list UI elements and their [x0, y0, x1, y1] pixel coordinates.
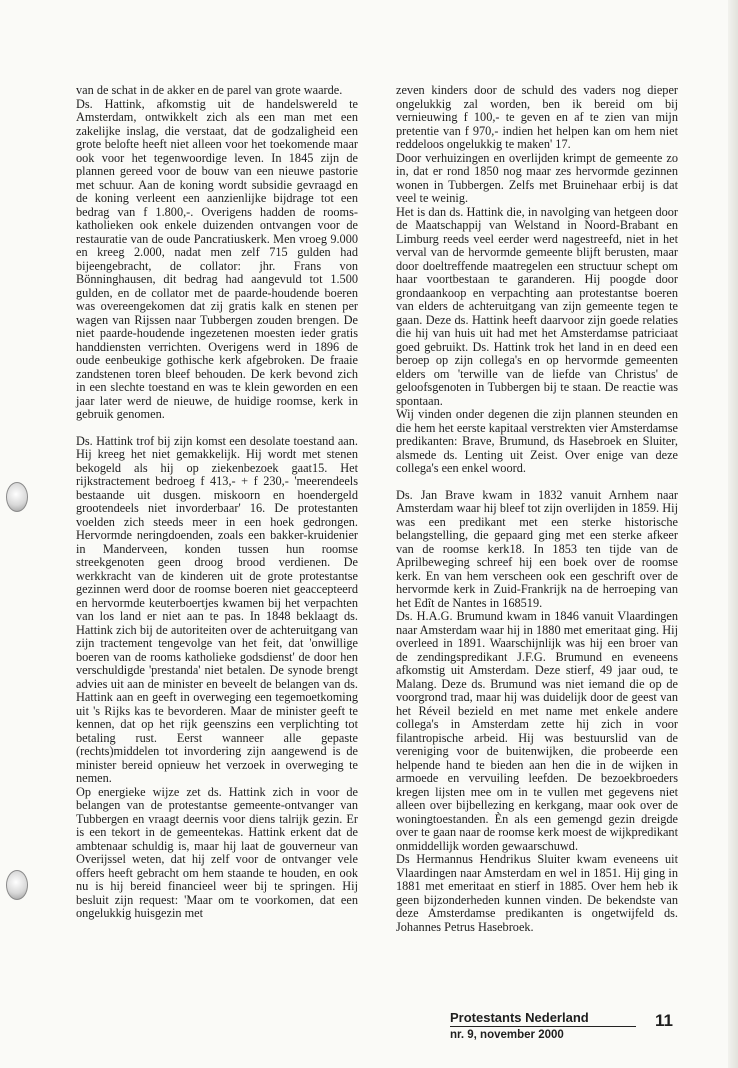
left-column [76, 84, 358, 921]
right-column [396, 84, 678, 934]
paragraph: Ds. H.A.G. Brumund kwam in 1846 vanuit Vlaardingen naar Amsterdam waar hij in 1880 met emeritaat ging. Hij overleed in 1891. Waarschijnlijk was hij een broer van de zendingspredikant J.F.G. Brumund en eveneens afkomstig uit Amsterdam. Deze stierf, 49 jaar oud, te Malang. Deze ds. Brumund was niet iemand die op de voorgrond trad, maar hij was duidelijk door de geest van het Réveil bezield en met name met enkele andere collega's in Amsterdam zette hij zich in voor filantropische arbeid. Hij was bestuurslid van de vereniging voor de buitenwijken, die probeerde een helpende hand te bieden aan hen die in de wijken in armoede en vervuiling leefden. De bezoekbroeders kregen lijsten mee om in te vullen met gegevens niet alleen over bijbellezing en kerkgang, maar ook over de woningtoestanden. Èn als een gemengd gezin dreigde over te gaan naar de roomse kerk moest de wijkpredikant onmiddellijk worden gewaarschuwd. [396, 609, 678, 853]
paragraph: Op energieke wijze zet ds. Hattink zich in voor de belangen van de protestantse gemeente-ontvanger van Tubbergen en vraagt deernis voor diens talrijk gezin. Er is een tekort in de gemeentekas. Hattink erkent dat de ambtenaar schuldig is, maar hij laat de gouverneur van Overijssel weten, dat hij zelf voor de ontvanger vele offers heeft gebracht om hem staande te houden, en ook nu is hij bereid financieel weer bij te springen. Hij besluit zijn request: 'Maar om te voorkomen, dat een ongelukkig huisgezin met [76, 784, 358, 920]
paragraph: zeven kinders door de schuld des vaders nog dieper ongelukkig zal worden, ben ik bereid om bij vernieuwing f 100,- te geven en af te zien van mijn pretentie van f 970,- indien het helpen kan om hem niet reddeloos ongelukkig te maken' 17. [396, 83, 678, 151]
paragraph: Ds. Hattink, afkomstig uit de handelswereld te Amsterdam, ontwikkelt zich als een man met een zakelijke inslag, die verstaat, dat de godzaligheid een grote belofte heeft niet alleen voor het toekomende maar ook voor het tegenwoordige leven. In 1845 zijn de plannen gereed voor de bouw van een nieuwe pastorie met schuur. Aan de koning wordt subsidie gevraagd en de koning verleent een aanzienlijke bijdrage tot een bedrag van f 1.800,-. Overigens hadden de rooms-katholieken ook enkele duizenden ontvangen voor de restauratie van de oude Pancratiuskerk. Men vroeg 9.000 en kreeg 2.000, nadat men zelf 715 gulden had bijeengebracht, de collator: jhr. Frans von Bönninghausen, dit bedrag had aangevuld tot 1.500 gulden, en de collator met de paarde-houdende boeren was overeengekomen dat zij gratis kalk en stenen per wagen van Rijssen naar Tubbergen zouden brengen. De niet paarde-houdende ingezetenen moesten ieder gratis handdiensten verrichten. Overigens werd in 1896 de oude eenbeukige gothische kerk afgebroken. De fraaie zandstenen toren bleef behouden. De kerk bevond zich in een slechte toestand en was te klein geworden en een jaar later werd de nieuwe, de huidige roomse, kerk in gebruik genomen. [76, 96, 358, 421]
paragraph: Ds Hermannus Hendrikus Sluiter kwam eveneens uit Vlaardingen naar Amsterdam en wel in 1851. Hij ging in 1881 met emeritaat en stierf in 1885. Over hem heb ik geen bijzonderheden kunnen vinden. De bekendste van deze Amsterdamse predikanten is ongetwijfeld ds. Johannes Petrus Hasebroek. [396, 852, 678, 934]
paragraph: Het is dan ds. Hattink die, in navolging van hetgeen door de Maatschappij van Welstand in Noord-Brabant en Limburg reeds veel eerder werd nagestreefd, niet in het verval van de hervormde gemeente blijft berusten, maar door doeltreffende maatregelen een structuur schept om haar voortbestaan te garanderen. Hij poogde door grondaankoop en verpachting aan protestantse boeren van elders de achteruitgang van zijn gemeente tegen te gaan. Deze ds. Hattink heeft daarvoor zijn goede relaties die hij van huis uit had met het Amsterdamse patriciaat goed gebruikt. Ds. Hattink trok het land in en deed een beroep op zijn collega's en op hervormde gemeenten elders om 'terwille van de liefde van Christus' de geloofsgenoten in Tubbergen bij te staan. De reactie was spontaan. [396, 204, 678, 408]
paragraph: Door verhuizingen en overlijden krimpt de gemeente zo in, dat er rond 1850 nog maar zes hervormde gezinnen wonen in Tubbergen. Zelfs met Bruinehaar erbij is dat veel te weinig. [396, 150, 678, 205]
paragraph: Ds. Hattink trof bij zijn komst een desolate toestand aan. Hij kreeg het niet gemakkelijk. Hij wordt met stenen bekogeld als hij op ziekenbezoek gaat15. Het rijkstractement bedroeg f 413,- + f 230,- 'meerendeels bestaande uit dusgen. miskoorn en hoendergeld grootendeels niet invorderbaar' 16. De protestanten voelden zich steeds meer in een hoek gedrongen. Hervormde neringdoenden, zoals een bakker-kruidenier in Manderveen, konden tussen hun roomse streekgenoten geen droog brood verdienen. De werkkracht van de kinderen uit de grote protestantse gezinnen werd door de roomse boeren niet geaccepteerd en hervormde keuterboertjes kwamen bij het verpachten van los land er niet aan te pas. In 1848 beklaagt ds. Hattink zich bij de autoriteiten over de achteruitgang van zijn tractement tengevolge van het feit, dat 'onwillige boeren van de rooms katholieke godsdienst' de door hen verschuldigde 'prestanda' niet betalen. De synode brengt advies uit aan de minister en beveelt de belangen van ds. Hattink aan en geeft in overweging een tegemoetkoming uit 's Rijks kas te bevorderen. Maar de minister geeft te kennen, dat op het rijk geenszins een verplichting tot betaling rust. Eerst wanneer alle gepaste (rechts)middelen tot invordering zijn aangewend is de minister bereid opnieuw het verzoek in overweging te nemen. [76, 433, 358, 785]
paragraph: Wij vinden onder degenen die zijn plannen steunden en die hem het eerste kapitaal verstrekten vier Amsterdamse predikanten: Brave, Brumund, ds Hasebroek en Sluiter, alsmede ds. Lenting uit Zeist. Over enige van deze collega's een enkel woord. [396, 407, 678, 475]
paragraph: Ds. Jan Brave kwam in 1832 vanuit Arnhem naar Amsterdam waar hij bleef tot zijn overlijden in 1859. Hij was een predikant met een sterke historische belangstelling, die gepaard ging met een sterke afkeer van de roomse kerk18. In 1853 ten tijde van de Aprilbeweging schreef hij een boek over de roomse kerk. En van hem verscheen ook een geschrift over de hervormde kerk in Zuid-Frankrijk na de herroeping van het Edît de Nantes in 168519. [396, 487, 678, 610]
punch-hole [6, 870, 28, 900]
issue-info: nr. 9, november 2000 [450, 1029, 564, 1041]
page-number: 11 [655, 1011, 673, 1030]
publication-name: Protestants Nederland [450, 1010, 636, 1027]
page-footer [450, 1010, 690, 1041]
punch-hole [6, 482, 28, 512]
page-edge [728, 0, 738, 1068]
paragraph: van de schat in de akker en de parel van grote waarde. [76, 83, 343, 97]
